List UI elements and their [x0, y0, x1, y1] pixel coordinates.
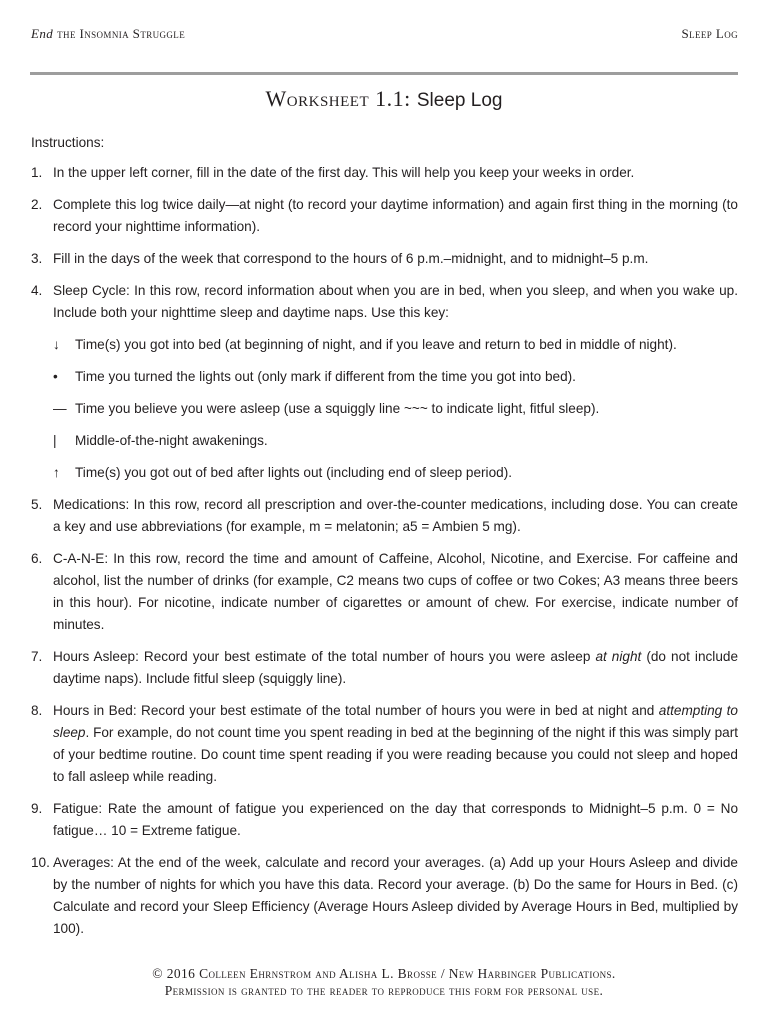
arrow-down-icon: ↓: [53, 337, 60, 352]
item-text: C-A-N-E: In this row, record the time and amount of Caffeine, Alcohol, Nicotine, and Exercise. For caffeine and alcohol, list the number of drinks (for example, C2 means two cups of coffee or two Cokes; A3 means three beers in this hour). For nicotine, indicate number of cigarettes or amount of chew. For exercise, indicate number of minutes.: [53, 551, 738, 632]
item-number: 8.: [31, 703, 43, 718]
book-title: [31, 26, 185, 42]
item-text-emphasis: attempting to sleep: [53, 703, 738, 740]
book-title-end: End: [31, 26, 54, 41]
section-title: Sleep Log: [681, 26, 738, 41]
item-number: 1.: [31, 165, 43, 180]
instructions-label: Instructions:: [31, 135, 105, 150]
permission-line: Permission is granted to the reader to reproduce this form for personal use.: [164, 983, 604, 998]
instruction-item: [31, 162, 738, 184]
header-rule: [30, 72, 738, 75]
item-text: Medications: In this row, record all prescription and over-the-counter medications, including dose. You can create a key and use abbreviations (for example, m = melatonin; a5 = Ambien 5 mg).: [53, 497, 738, 534]
item-text-part: . For example, do not count time you spent reading in bed at the beginning of the night if this was simply part of your bedtime routine. Do count time spent reading if you were reading because you could not sleep and hoped to fall asleep while reading.: [53, 725, 738, 784]
key-row: [31, 430, 738, 452]
key-row: [31, 334, 738, 356]
item-number: 3.: [31, 251, 43, 266]
item-text: Complete this log twice daily—at night (to record your daytime information) and again first thing in the morning (to record your nighttime information).: [53, 197, 738, 234]
instruction-item: [31, 548, 738, 636]
dash-icon: —: [53, 401, 67, 416]
item-number: 10.: [31, 855, 50, 870]
instruction-item: [31, 798, 738, 842]
dot-icon: •: [53, 369, 58, 384]
running-header: [31, 26, 738, 46]
item-text: Fill in the days of the week that correspond to the hours of 6 p.m.–midnight, and to midnight–5 p.m.: [53, 251, 649, 266]
item-text-part: (do not include daytime naps). Include fitful sleep (squiggly line).: [53, 649, 739, 686]
instruction-item: [31, 494, 738, 538]
item-text-part: Hours in Bed: Record your best estimate of the total number of hours you were in bed at night and: [53, 703, 659, 718]
key-row: [31, 462, 738, 484]
key-row: [31, 366, 738, 388]
worksheet-name: Sleep Log: [416, 90, 503, 111]
instructions-body: [31, 132, 738, 950]
instruction-item: [31, 646, 738, 690]
item-text: Fatigue: Rate the amount of fatigue you experienced on the day that corresponds to Midnight–5 p.m. 0 = No fatigue… 10 = Extreme fatigue.: [53, 801, 738, 838]
instruction-item: [31, 700, 738, 788]
item-number: 7.: [31, 649, 43, 664]
item-number: 5.: [31, 497, 43, 512]
book-title-rest: the Insomnia Struggle: [57, 26, 186, 41]
vertical-bar-icon: |: [53, 433, 57, 448]
instruction-item: [31, 280, 738, 324]
item-number: 2.: [31, 197, 43, 212]
item-text: Sleep Cycle: In this row, record information about when you are in bed, when you sleep, and when you wake up. Include both your nighttime sleep and daytime naps. Use this key:: [53, 283, 738, 320]
item-number: 6.: [31, 551, 43, 566]
key-row: [31, 398, 738, 420]
key-text: Middle-of-the-night awakenings.: [75, 433, 268, 448]
copyright-line: © 2016 Colleen Ehrnstrom and Alisha L. Brosse / New Harbinger Publications.: [152, 966, 616, 981]
item-text: In the upper left corner, fill in the date of the first day. This will help you keep your weeks in order.: [53, 165, 635, 180]
worksheet-number: Worksheet 1.1:: [265, 86, 411, 111]
key-text: Time(s) you got out of bed after lights out (including end of sleep period).: [75, 465, 513, 480]
copyright-footer: [0, 965, 768, 999]
key-text: Time you believe you were asleep (use a squiggly line ~~~ to indicate light, fitful sleep).: [75, 401, 600, 416]
key-text: Time you turned the lights out (only mark if different from the time you got into bed).: [75, 369, 576, 384]
arrow-up-icon: ↑: [53, 465, 60, 480]
item-number: 4.: [31, 283, 43, 298]
instruction-item: [31, 852, 738, 940]
item-text-emphasis: at night: [595, 649, 642, 664]
item-text-part: Hours Asleep: Record your best estimate of the total number of hours you were asleep: [53, 649, 596, 664]
instruction-item: [31, 248, 738, 270]
page-title: [0, 85, 768, 115]
item-number: 9.: [31, 801, 43, 816]
item-text: Averages: At the end of the week, calculate and record your averages. (a) Add up your Hours Asleep and divide by the number of nights for which you have this data. Record your average. (b) Do the same for Hours in Bed. (c) Calculate and record your Sleep Efficiency (Average Hours Asleep divided by Average Hours in Bed, multiplied by 100).: [53, 855, 738, 936]
instruction-item: [31, 194, 738, 238]
key-text: Time(s) you got into bed (at beginning of night, and if you leave and return to bed in middle of night).: [75, 337, 677, 352]
